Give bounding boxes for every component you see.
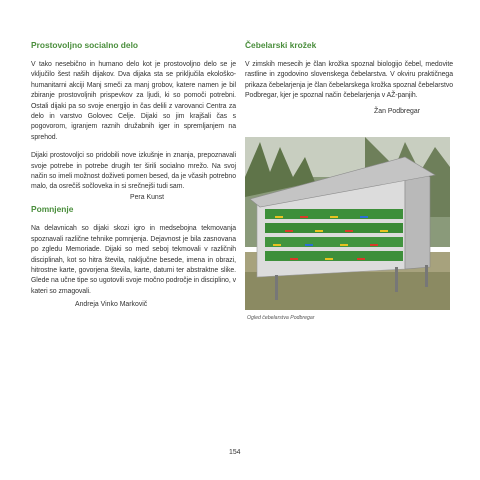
section-title-prostovoljno: Prostovoljno socialno delo: [31, 40, 139, 50]
paragraph-pomnjenje: Na delavnicah so dijaki skozi igro in medsebojna tekmovanja spoznavali različne tehnike pomnjenja. Dejavnost je bila zasnovana po zgledu Memoriade. Dijaki so med seboj tekmovali v različnih disciplinah, kot so hitra števila, naključne besede, imena in obrazi, hitrostne karte, govorjena števila, karte, datumi ter abstraktne slike. Glede na učne tipe so ugotovili svoje močno področje in disciplino, v kateri so zmagovali.: [31, 225, 236, 295]
right-column: [245, 40, 453, 117]
signature-zan: Žan Podbregar: [374, 107, 420, 115]
beehive-photo: [245, 137, 450, 310]
photo-caption: Ogled čebelarstva Podbregar: [247, 315, 315, 321]
signature-andreja: Andreja Vinko Markovič: [75, 301, 148, 309]
paragraph-prostovoljno-1: V tako nesebično in humano delo kot je prostovoljno delo se je vključilo šest naših dijakov. Dva dijaka sta se priključila ekološko-humanitarni akciji Manj smeči za manj grobov, katere namen je bil zbiranje prostovoljnih prispevkov za ljudi, ki so pomoči potrebni. Ostali dijaki pa so svoje energijo in čas delili z varovanci Centra za delo in varstvo Golovec Celje. Dijaki so jim krajšali čas s pogovorom, igranjem raznih družabnih iger in spremljanjem na sprehod.: [31, 61, 236, 141]
page-number: 154: [229, 449, 241, 456]
section-title-cebelarski: Čebelarski krožek: [245, 40, 317, 50]
section-title-pomnjenje: Pomnjenje: [31, 204, 74, 215]
left-column: [31, 40, 236, 311]
paragraph-prostovoljno-2: Dijaki prostovoljci so pridobili nove izkušnje in znanja, prepoznavali svoje potrebe in potrebe drugih ter širili socialno mrežo. Na svoj način so imeli možnost doživeti pomen besed, da je včasih potrebno malo, da osrečiš sočloveka in si srečnejši tudi sam.: [31, 152, 236, 191]
paragraph-cebelarski: V zimskih mesecih je član krožka spoznal biologijo čebel, medovite rastline in zgodovino slovenskega čebelarstva. V okviru praktičnega prikaza čebelarjenja je član čebelarskega krožka spoznal čebelarstvo Podbregar, kjer je spoznal način čebelarjenja v AŽ-panjih.: [245, 61, 453, 100]
signature-pera: Pera Kunst: [130, 193, 165, 201]
